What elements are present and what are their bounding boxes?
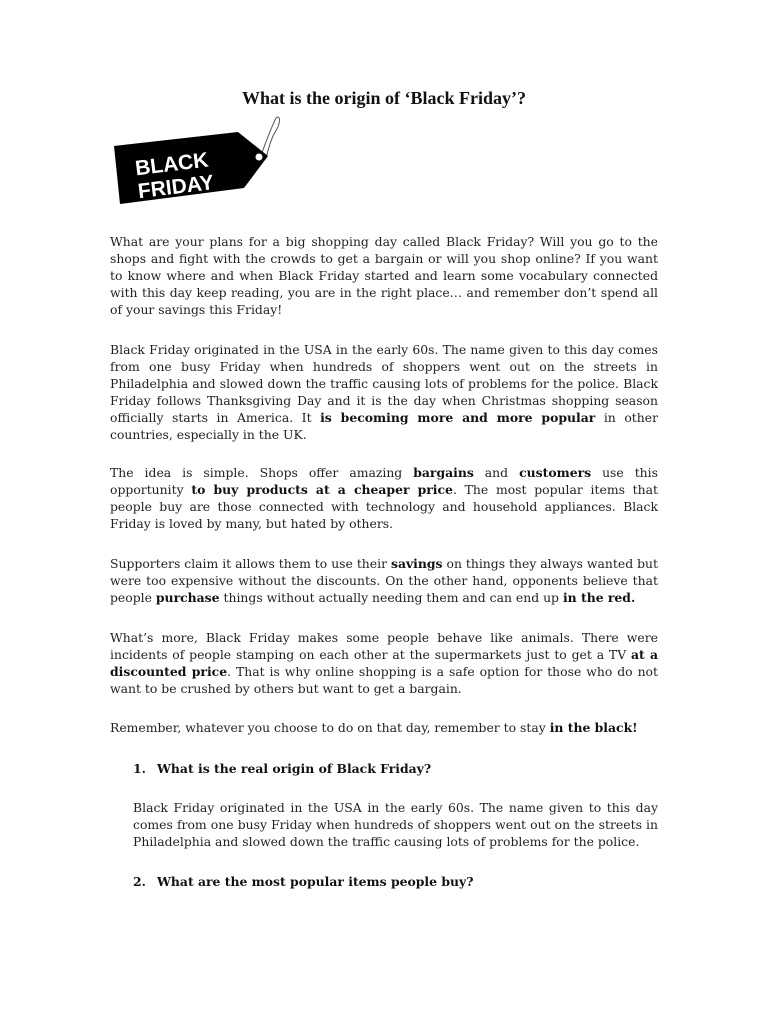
bold-word: purchase bbox=[155, 590, 220, 605]
bold-word: customers bbox=[519, 465, 592, 480]
origin-paragraph: Black Friday originated in the USA in the early 60s. The name given to this day comes from one busy Friday when hundreds of shoppers went out on the streets in Philadelphia and slowed down the traffic causing lots of problems for the police. Black Friday follows Thanksgiving Day and it is the day when Christmas shopping season officially starts in America. It is becoming more and more popular in other countries, especially in the UK. bbox=[110, 342, 658, 442]
question-number: 2. bbox=[133, 874, 146, 889]
black-friday-tag-logo bbox=[110, 112, 285, 212]
remember-paragraph: Remember, whatever you choose to do on that day, remember to stay in the black! bbox=[110, 720, 638, 735]
intro-paragraph: What are your plans for a big shopping day called Black Friday? Will you go to the shops and fight with the crowds to get a bargain or will you shop online? If you want to know where and when Black Friday started and learn some vocabulary connected with this day keep reading, you are in the right place… and remember don’t spend all of your savings this Friday! bbox=[110, 234, 658, 317]
idea-paragraph: The idea is simple. Shops offer amazing bargains and customers use this opportunity to buy products at a cheaper price. The most popular items that people buy are those connected with technology and household appliances. Black Friday is loved by many, but hated by others. bbox=[110, 465, 659, 531]
answer-1: Black Friday originated in the USA in the early 60s. The name given to this day comes from one busy Friday when hundreds of shoppers went out on the streets in Philadelphia and slowed down the traffic causing lots of problems for the police. bbox=[133, 800, 658, 849]
question-1 bbox=[133, 760, 431, 777]
whats-more-paragraph: What’s more, Black Friday makes some people behave like animals. There were incidents of people stamping on each other at the supermarkets just to get a TV at a discounted price. That is why online shopping is a safe option for those who do not want to be crushed by others but want to get a bargain. bbox=[110, 630, 658, 696]
logo-line-friday: FRIDAY bbox=[136, 171, 216, 204]
bold-phrase: is becoming more and more popular bbox=[320, 410, 596, 425]
question-number: 1. bbox=[133, 761, 146, 776]
tag-string bbox=[260, 117, 280, 158]
bold-word: savings bbox=[390, 556, 443, 571]
question-2 bbox=[133, 873, 473, 890]
supporters-paragraph: Supporters claim it allows them to use their savings on things they always wanted but were too expensive without the discounts. On the other hand, opponents believe that people purchase things without actually needing them and can end up in the red. bbox=[110, 556, 658, 605]
tag-hole bbox=[255, 153, 263, 161]
bold-phrase: to buy products at a cheaper price bbox=[191, 482, 453, 497]
bold-phrase: in the black! bbox=[549, 720, 638, 735]
logo-line-black: BLACK bbox=[133, 148, 210, 181]
question-text: What are the most popular items people buy? bbox=[157, 874, 474, 889]
bold-phrase: in the red. bbox=[562, 590, 636, 605]
question-text: What is the real origin of Black Friday? bbox=[157, 761, 432, 776]
bold-word: bargains bbox=[413, 465, 474, 480]
page-title: What is the origin of ‘Black Friday’? bbox=[242, 88, 526, 108]
bold-phrase: at a discounted price bbox=[110, 647, 658, 679]
